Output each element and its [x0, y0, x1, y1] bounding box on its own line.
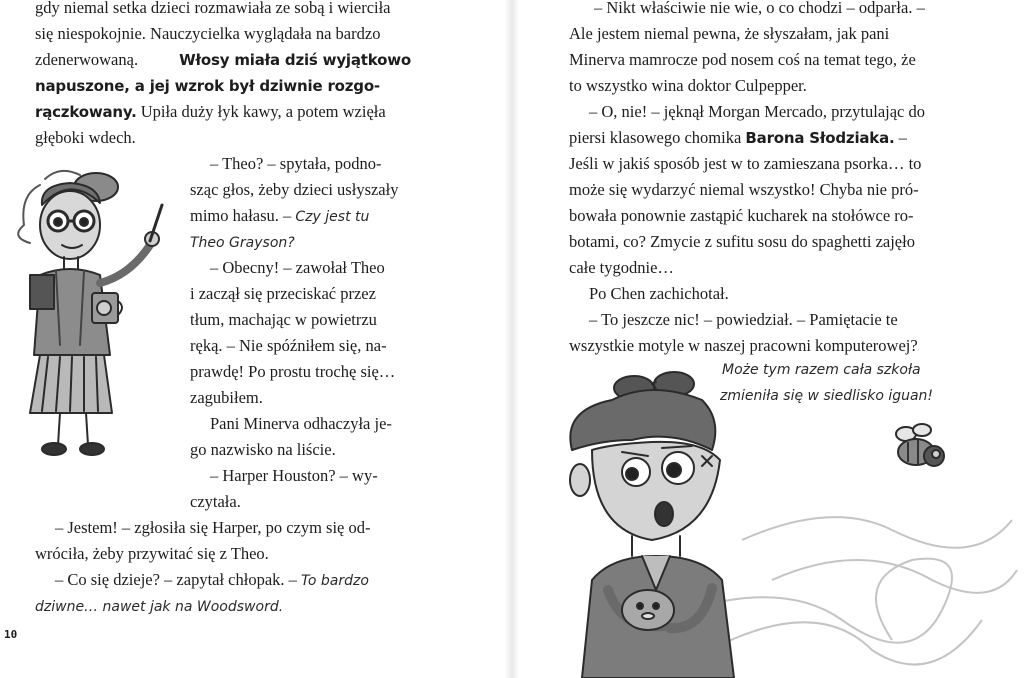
text-line: go nazwisko na liście. [190, 440, 336, 459]
text-line: Po Chen zachichotał. [589, 284, 729, 303]
text-line: zdenerwowaną. Włosy miała dziś wyjątkowo [35, 50, 411, 69]
text-line: gdy niemal setka dzieci rozmawiała ze sobą i wierciła [35, 0, 391, 17]
text-line: wróciła, żeby przywitać się z Theo. [35, 544, 269, 563]
text-line: dziwne… nawet jak na Woodsword. [35, 599, 284, 615]
text-line: i zaczął się przeciskać przez [190, 284, 376, 303]
text-line: Może tym razem cała szkoła [722, 362, 921, 378]
text-line: – Nikt właściwie nie wie, o co chodzi – odparła. – [594, 0, 925, 17]
text-line: wszystkie motyle w naszej pracowni komputerowej? [569, 336, 918, 355]
text-line: – Obecny! – zawołał Theo [210, 258, 385, 277]
text-line: całe tygodnie… [569, 258, 674, 277]
text-line: rączkowany. Upiła duży łyk kawy, a potem wzięła [35, 102, 386, 121]
text-line: piersi klasowego chomika Barona Słodziaka. – [569, 128, 907, 147]
text-line: prawdę! Po prostu trochę się… [190, 362, 396, 381]
text-line: – Harper Houston? – wy- [210, 466, 378, 485]
text-line: bowała ponownie zastąpić kucharek na stołówce ro- [569, 206, 914, 225]
text-line: – Co się dzieje? – zapytał chłopak. – To bardzo [55, 570, 369, 589]
text-line: może się wydarzyć niemal wszystko! Chyba nie pró- [569, 180, 919, 199]
text-line: Jeśli w jakiś sposób jest w to zamieszana psorka… to [569, 154, 922, 173]
text-line: – To jeszcze nic! – powiedział. – Pamiętacie te [589, 310, 898, 329]
text-line: napuszone, a jej wzrok był dziwnie rozgo- [35, 77, 380, 95]
text-line: – Jestem! – zgłosiła się Harper, po czym się od- [55, 518, 371, 537]
page-number: 10 [4, 628, 18, 641]
text-line: głęboki wdech. [35, 128, 136, 147]
text-line: tłum, machając w powietrzu [190, 310, 377, 329]
text-line: – Theo? – spytała, podno- [210, 154, 382, 173]
text-line: zagubiłem. [190, 388, 263, 407]
text-line: mimo hałasu. – Czy jest tu [190, 206, 370, 225]
text-line: się niespokojnie. Nauczycielka wyglądała na bardzo [35, 24, 381, 43]
text-line: Ale jestem niemal pewna, że słyszałam, jak pani [569, 24, 890, 43]
text-line: zmieniła się w siedlisko iguan! [720, 388, 934, 404]
text-line: Theo Grayson? [190, 235, 295, 251]
text-line: czytała. [190, 492, 241, 511]
text-line: ręką. – Nie spóźniłem się, na- [190, 336, 387, 355]
boy-with-hamster-illustration [552, 360, 792, 678]
text-line: sząc głos, żeby dzieci usłyszały [190, 180, 399, 199]
text-line: – O, nie! – jęknął Morgan Mercado, przytulając do [589, 102, 926, 121]
text-line: to wszystko wina doktor Culpepper. [569, 76, 807, 95]
text-line: Minerva mamrocze pod nosem coś na temat tego, że [569, 50, 916, 69]
bee-illustration [882, 420, 962, 480]
text-line: botami, co? Zmycie z sufitu sosu do spaghetti zajęło [569, 232, 915, 251]
teacher-illustration [0, 165, 180, 465]
right-page [512, 0, 1024, 678]
text-line: Pani Minerva odhaczyła je- [210, 414, 392, 433]
